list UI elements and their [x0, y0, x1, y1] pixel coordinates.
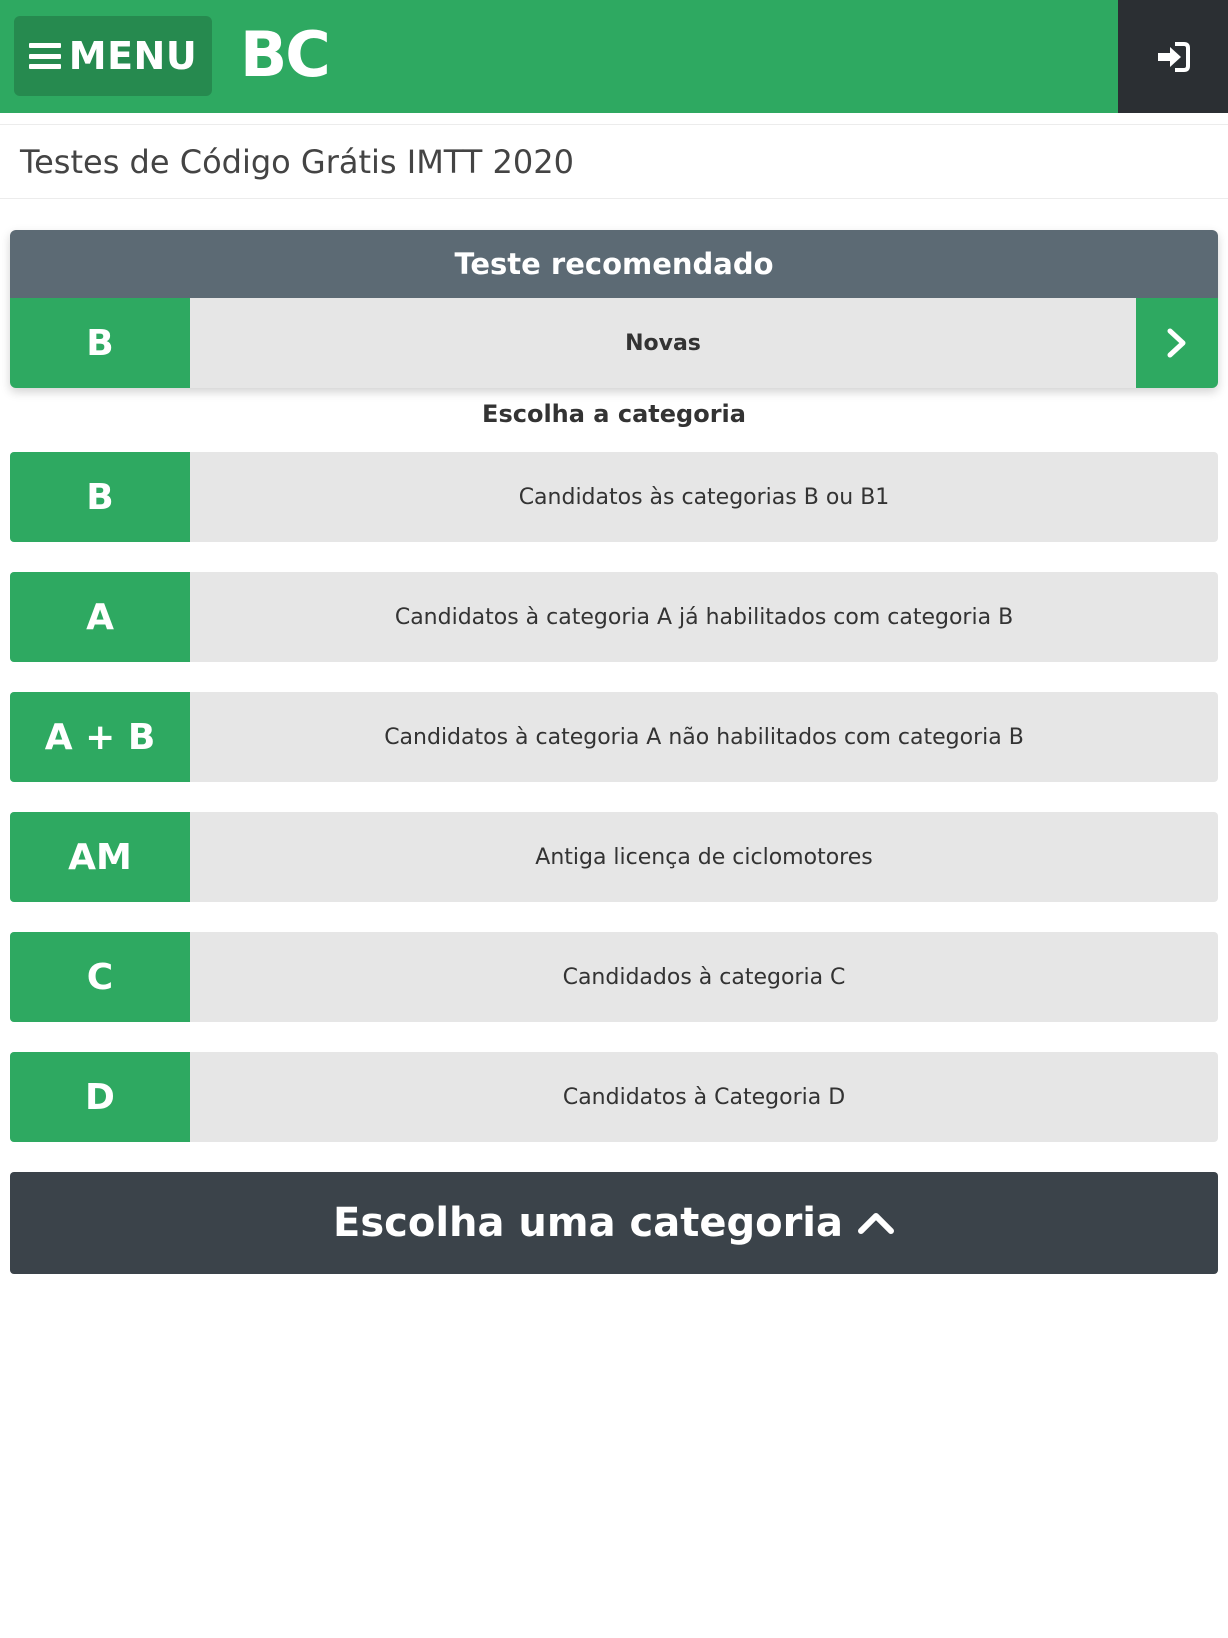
category-label: Candidados à categoria C [562, 964, 846, 990]
category-badge: D [10, 1052, 190, 1142]
category-label: Candidatos à Categoria D [562, 1084, 846, 1110]
category-label: Candidatos à categoria A não habilitados com categoria B [384, 724, 1024, 750]
menu-label: MENU [68, 34, 198, 78]
category-badge: A + B [10, 692, 190, 782]
recommended-test-row[interactable] [10, 298, 1218, 388]
top-header [0, 0, 1228, 113]
chevron-right-icon [1166, 328, 1188, 358]
site-logo[interactable]: BC [240, 18, 329, 91]
chevron-up-icon [857, 1210, 895, 1236]
recommended-heading: Teste recomendado [10, 230, 1218, 298]
page-title: Testes de Código Grátis IMTT 2020 [20, 142, 574, 181]
page-title-bar [0, 124, 1228, 199]
menu-button[interactable] [14, 16, 212, 96]
choose-category-button[interactable] [10, 1172, 1218, 1274]
hamburger-icon [29, 43, 61, 69]
recommended-test-label: Novas [625, 330, 701, 356]
recommended-go-button[interactable] [1136, 298, 1218, 388]
category-badge: C [10, 932, 190, 1022]
category-badge: AM [10, 812, 190, 902]
category-row-b[interactable] [10, 452, 1218, 542]
category-list [10, 452, 1218, 1172]
choose-category-label: Escolha a categoria [482, 400, 746, 428]
login-button[interactable] [1118, 0, 1228, 113]
category-row-a-plus-b[interactable] [10, 692, 1218, 782]
category-row-c[interactable] [10, 932, 1218, 1022]
category-row-am[interactable] [10, 812, 1218, 902]
category-row-a[interactable] [10, 572, 1218, 662]
recommended-category-badge: B [10, 298, 190, 388]
category-label: Candidatos à categoria A já habilitados com categoria B [394, 604, 1014, 630]
recommended-test-card [10, 230, 1218, 388]
choose-category-button-label: Escolha uma categoria [333, 1200, 843, 1246]
category-label: Antiga licença de ciclomotores [535, 844, 873, 870]
sign-in-icon [1156, 42, 1190, 72]
category-badge: B [10, 452, 190, 542]
category-badge: A [10, 572, 190, 662]
category-label: Candidatos às categorias B ou B1 [518, 484, 890, 510]
category-row-d[interactable] [10, 1052, 1218, 1142]
